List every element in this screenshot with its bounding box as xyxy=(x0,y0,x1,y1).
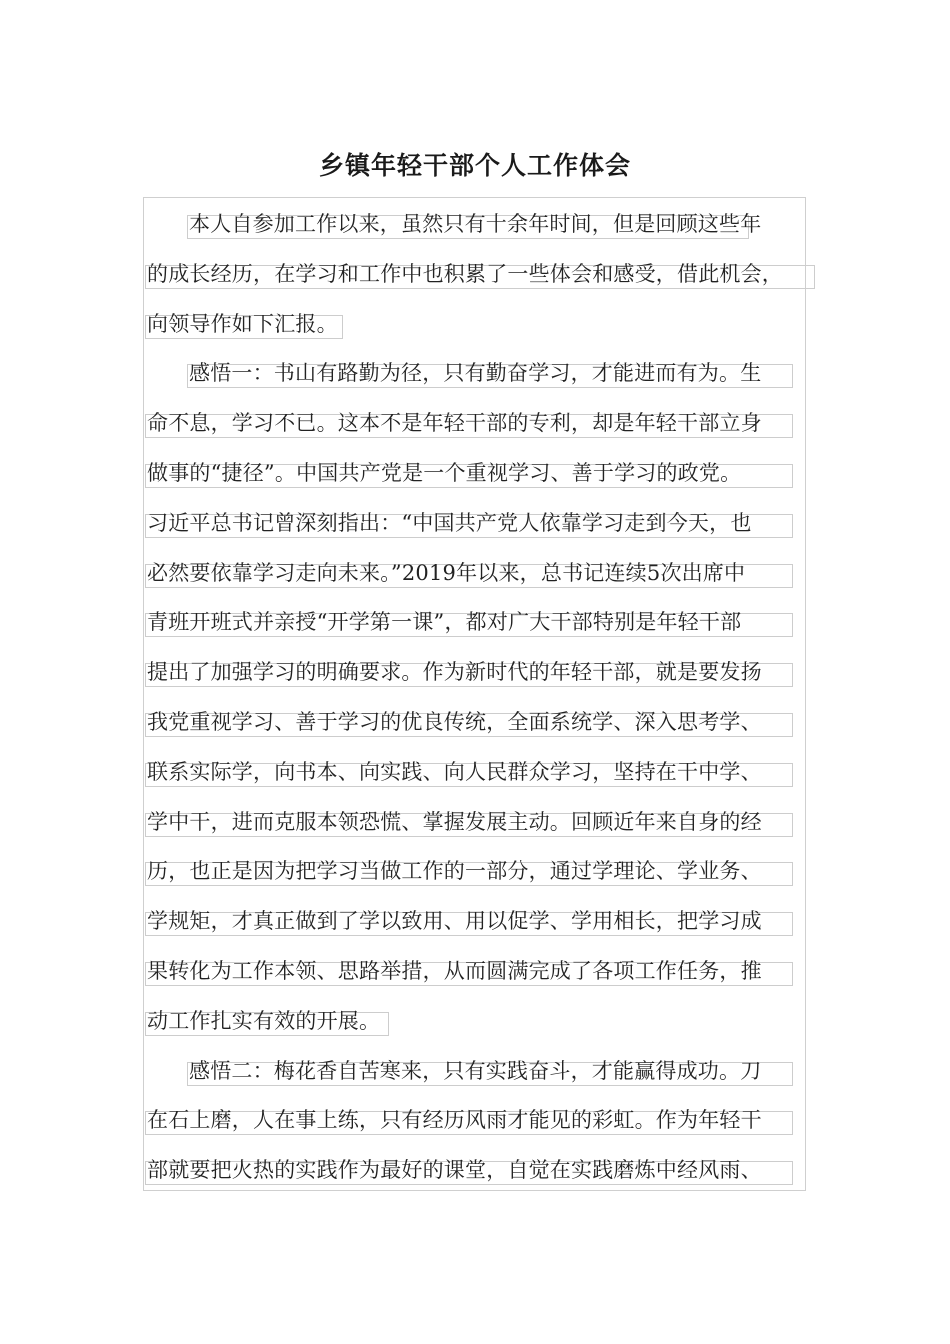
text-line: 感悟二：梅花香自苦寒来，只有实践奋斗，才能赢得成功。刀 xyxy=(189,1058,762,1083)
page-title: 乡镇年轻干部个人工作体会 xyxy=(318,151,631,180)
text-line: 学规矩，才真正做到了学以致用、用以促学、学用相长，把学习成 xyxy=(147,909,762,934)
text-line: 命不息，学习不已。这本不是年轻干部的专利，却是年轻干部立身 xyxy=(147,411,762,436)
text-line: 果转化为工作本领、思路举措，从而圆满完成了各项工作任务，推 xyxy=(147,959,762,983)
text-frame xyxy=(143,197,806,1191)
text-line: 本人自参加工作以来，虽然只有十余年时间，但是回顾这些年 xyxy=(189,212,762,236)
text-line: 部就要把火热的实践作为最好的课堂，自觉在实践磨炼中经风雨、 xyxy=(147,1158,762,1183)
text-line: 动工作扎实有效的开展。 xyxy=(147,1008,381,1033)
text-line: 的成长经历，在学习和工作中也积累了一些体会和感受，借此机会， xyxy=(147,261,783,286)
text-line: 习近平总书记曾深刻指出：“中国共产党人依靠学习走到今天，也 xyxy=(147,510,752,535)
text-line: 我党重视学习、善于学习的优良传统，全面系统学、深入思考学、 xyxy=(147,710,762,734)
text-line: 学中干，进而克服本领恐慌、掌握发展主动。回顾近年来自身的经 xyxy=(147,809,762,834)
text-line: 联系实际学，向书本、向实践、向人民群众学习，坚持在干中学、 xyxy=(147,759,762,784)
text-line: 感悟一：书山有路勤为径，只有勤奋学习，才能进而有为。生 xyxy=(189,361,762,386)
text-line: 在石上磨，人在事上练，只有经历风雨才能见的彩虹。作为年轻干 xyxy=(147,1108,762,1133)
text-line: 必然要依靠学习走向未来。”2019年以来，总书记连续5次出席中 xyxy=(147,560,746,585)
text-line: 提出了加强学习的明确要求。作为新时代的年轻干部，就是要发扬 xyxy=(147,660,762,685)
text-line: 历，也正是因为把学习当做工作的一部分，通过学理论、学业务、 xyxy=(147,859,762,884)
text-line: 青班开班式并亲授“开学第一课”，都对广大干部特别是年轻干部 xyxy=(147,610,742,635)
text-line: 做事的“捷径”。中国共产党是一个重视学习、善于学习的政党。 xyxy=(147,461,742,485)
text-line: 向领导作如下汇报。 xyxy=(147,311,338,336)
